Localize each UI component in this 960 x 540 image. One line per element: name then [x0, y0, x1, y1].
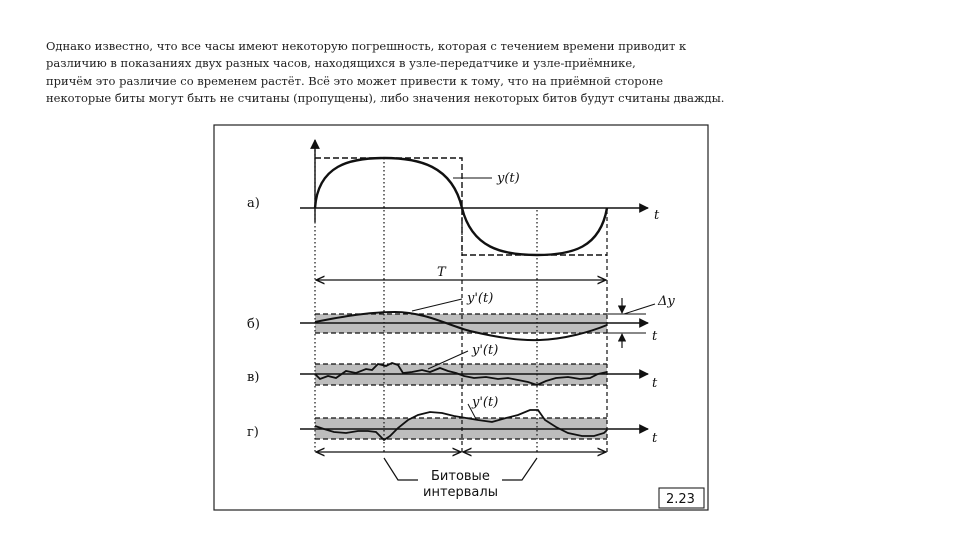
time-axis-label-v: t: [652, 376, 658, 391]
figure-number: 2.23: [666, 492, 695, 507]
time-axis-label-a: t: [654, 208, 660, 223]
received-label-v: y'(t): [472, 343, 499, 358]
panel-label-g: г): [247, 425, 259, 440]
signal-label: y(t): [497, 171, 520, 186]
delta-label: Δy: [658, 294, 675, 309]
panel-label-b: б): [247, 317, 260, 332]
paragraph-line-1: Однако известно, что все часы имеют некоторую погрешность, которая с течением времени приводит к: [46, 39, 687, 53]
bit-intervals-label-1: Битовые: [431, 469, 490, 484]
received-label-b: y'(t): [467, 291, 494, 306]
bit-intervals-label-2: интервалы: [423, 485, 498, 500]
paragraph-line-4: некоторые биты могут быть не считаны (пропущены), либо значения некоторых битов будут считаны дважды.: [46, 91, 725, 106]
paragraph-line-3: причём это различие со временем растёт. Всё это может привести к тому, что на приёмной стороне: [46, 73, 664, 88]
received-label-g: y'(t): [472, 395, 499, 410]
panel-label-a: а): [247, 196, 260, 211]
period-label: T: [437, 265, 446, 280]
paragraph-line-2: различию в показаниях двух разных часов, находящихся в узле-передатчике и узле-приёмнике,: [46, 56, 636, 71]
panel-label-v: в): [247, 370, 260, 385]
time-axis-label-b: t: [652, 329, 658, 344]
time-axis-label-g: t: [652, 431, 658, 446]
